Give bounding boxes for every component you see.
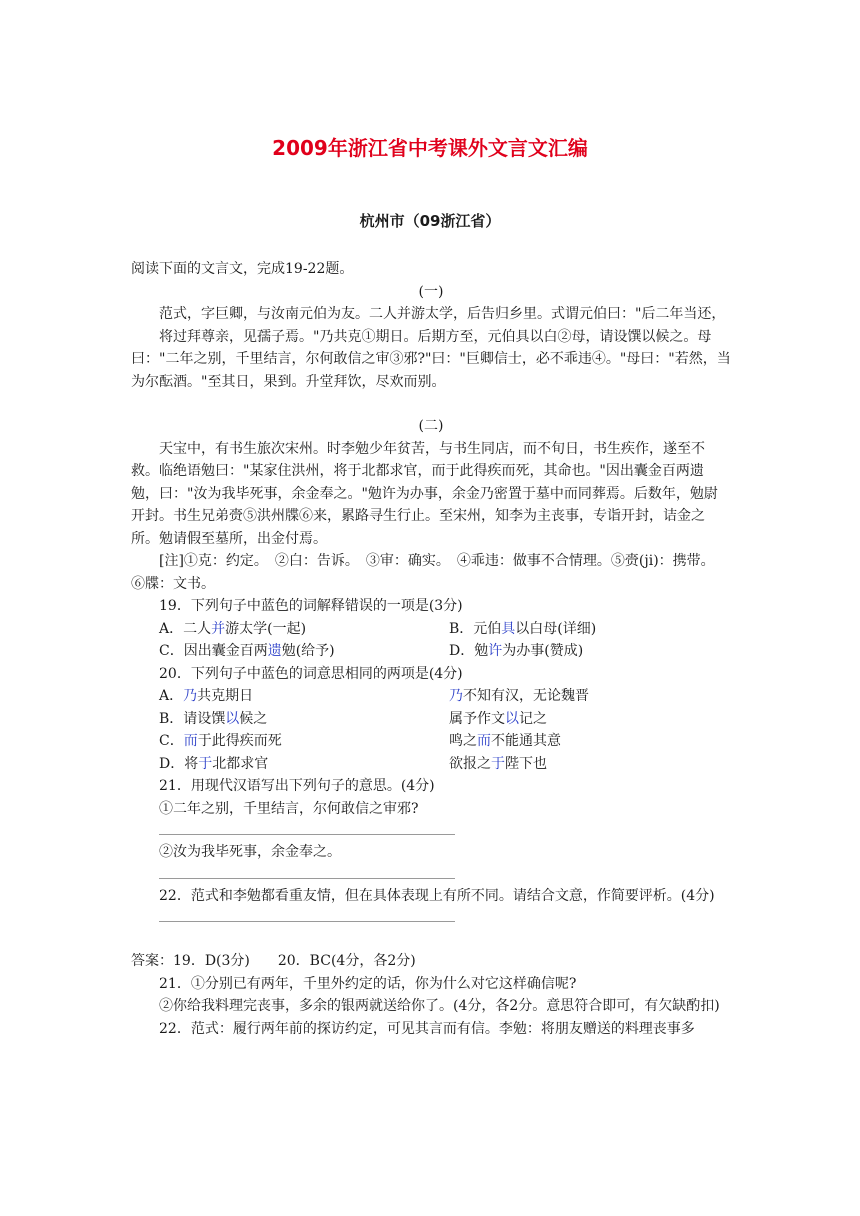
question-19-options-ab bbox=[131, 618, 731, 641]
answer-line bbox=[159, 907, 455, 922]
question-19-options-cd bbox=[131, 640, 731, 663]
answer-line bbox=[159, 820, 455, 835]
question-20-stem: 20．下列句子中蓝色的词意思相同的两项是(4分) bbox=[159, 665, 463, 682]
answer-line bbox=[159, 864, 455, 879]
annotation-notes: [注]①克：约定。 ②白：告诉。 ③审：确实。 ④乖违：做事不合情理。⑤赍(ji)：携带。 ⑥牒：文书。 bbox=[131, 553, 722, 592]
reading-instruction: 阅读下面的文言文，完成19-22题。 bbox=[131, 261, 354, 277]
option-19c: C．因出囊金百两遗勉(给予) bbox=[159, 643, 335, 659]
answer-key-line-1: 答案：19．D(3分) 20．BC(4分，各2分) bbox=[131, 953, 416, 969]
section-title: 杭州市（09浙江省） bbox=[359, 212, 501, 230]
question-20-option-d: D．将于北都求官 欲报之于陛下也 bbox=[159, 755, 547, 772]
answer-key-line-2: 21．①分别已有两年，千里外约定的话，你为什么对它这样确信呢? bbox=[159, 975, 577, 992]
question-21-sentence-1: ①二年之别，千里结言，尔何敢信之审邪? bbox=[159, 800, 419, 817]
question-21-sentence-2: ②汝为我毕死事，余金奉之。 bbox=[159, 844, 341, 860]
passage-1-paragraph-2: 将过拜尊亲，见孺子焉。"乃共克①期日。后期方至，元伯具以白②母，请设馔以候之。母曰："二年之别，千里结言，尔何敢信之审③邪?"曰："巨卿信士，必不乖违④。"母曰："若然，当为尔酝酒。"至其日，果到。升堂拜饮，尽欢而别。 bbox=[131, 328, 731, 390]
question-20-option-c: C．而于此得疾而死 鸣之而不能通其意 bbox=[159, 733, 561, 749]
spacer bbox=[131, 928, 731, 950]
spacer bbox=[131, 393, 731, 415]
question-21-stem: 21．用现代汉语写出下列句子的意思。(4分) bbox=[159, 778, 435, 794]
question-20-option-b: B．请设馔以候之 属予作文以记之 bbox=[159, 710, 547, 727]
passage-2-paragraph: 天宝中，有书生旅次宋州。时李勉少年贫苦，与书生同店，而不旬日，书生疾作，遂至不救。临绝语勉曰："某家住洪州，将于北都求官，而于此得疾而死，其命也。"因出囊金百两遗勉，曰："汝为我毕死事，余金奉之。"勉许为办事，余金乃密置于墓中而同葬焉。后数年，勉尉开封。书生兄弟赍⑤洪州牒⑥来，累路寻生行止。至宋州，知李为主丧事，专诣开封，诘金之所。勉请假至墓所，出金付焉。 bbox=[131, 440, 718, 547]
question-22-stem: 22．范式和李勉都看重友情，但在具体表现上有所不同。请结合文意，作简要评析。(4分) bbox=[159, 887, 715, 904]
passage-2-heading: (二) bbox=[418, 418, 444, 434]
question-20-option-a: A．乃共克期日 乃不知有汉，无论魏晋 bbox=[159, 688, 589, 704]
passage-1-paragraph-1: 范式，字巨卿，与汝南元伯为友。二人并游太学，后告归乡里。式谓元伯曰："后二年当还， bbox=[159, 306, 726, 322]
option-19a: A．二人并游太学(一起) bbox=[159, 620, 307, 637]
answer-key-line-4: 22．范式：履行两年前的探访约定，可见其言而有信。李勉：将朋友赠送的料理丧事多 bbox=[159, 1020, 695, 1037]
document-title: 2009年浙江省中考课外文言文汇编 bbox=[272, 136, 588, 160]
option-19b: B．元伯具以白母(详细) bbox=[449, 620, 597, 637]
question-19-stem: 19．下列句子中蓝色的词解释错误的一项是(3分) bbox=[159, 598, 463, 614]
answer-key-line-3: ②你给我料理完丧事，多余的银两就送给你了。(4分，各2分。意思符合即可，有欠缺酌扣) bbox=[159, 998, 720, 1014]
document-body bbox=[131, 258, 731, 1040]
option-19d: D．勉许为办事(赞成) bbox=[449, 643, 584, 659]
passage-1-heading: (一) bbox=[418, 283, 444, 300]
